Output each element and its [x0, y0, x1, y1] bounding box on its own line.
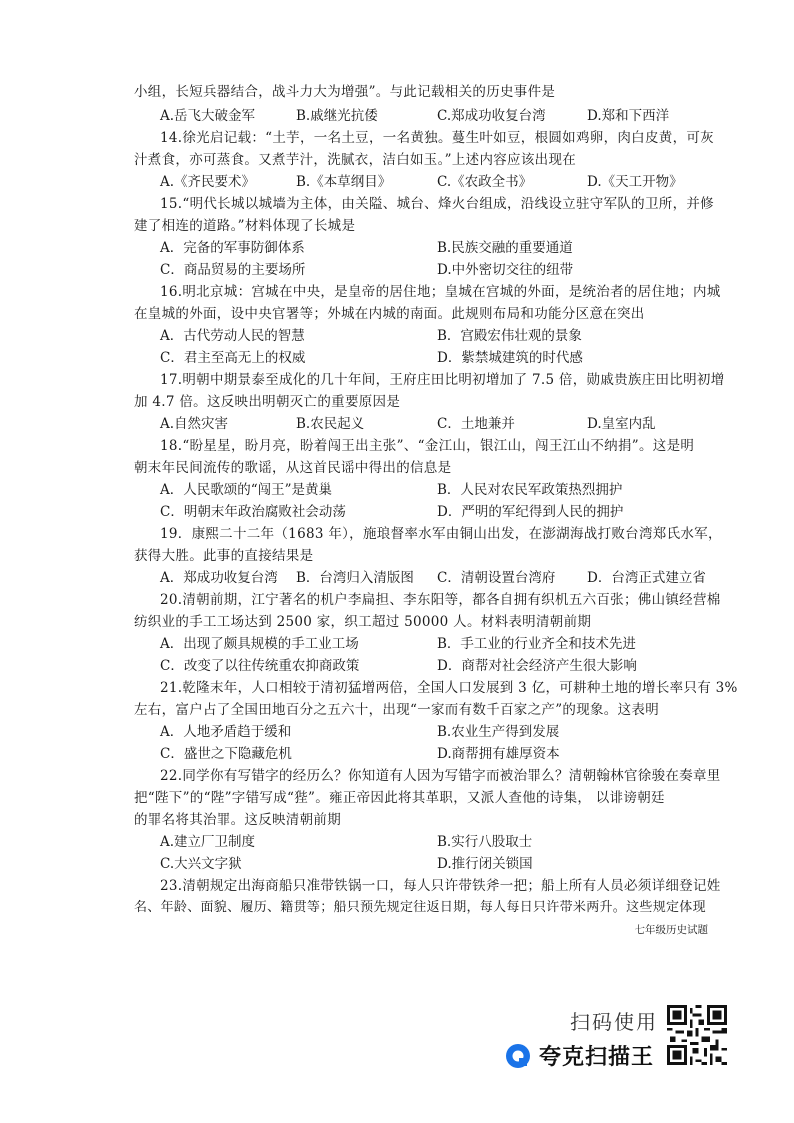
scanner-brand: [505, 1040, 654, 1071]
q22-option-b: B.实行八股取士: [437, 834, 533, 850]
q16-stem-2: 在皇城的外面，设中央官署等；外城在内城的南面。此规则布局和功能分区意在突出: [134, 306, 645, 322]
q14-option-c: C.《农政全书》: [437, 174, 533, 190]
q22-stem: 22.同学你有写错字的经历么？你知道有人因为写错字而被治罪么？清朝翰林官徐骏在奏章里: [160, 768, 721, 784]
q16-option-c: C．君主至高无上的权威: [160, 350, 306, 366]
q18-stem-2: 朝末年民间流传的歌谣，从这首民谣中得出的信息是: [134, 460, 452, 476]
q23-stem: 23.清朝规定出海商船只准带铁锅一口，每人只许带铁斧一把；船上所有人员必须详细登记姓: [160, 878, 721, 894]
q17-option-a: A.自然灾害: [160, 416, 229, 432]
q14-option-d: D.《天工开物》: [587, 174, 683, 190]
q14-stem-2: 汁煮食，亦可蒸食。又煮芋汁，洗腻衣，洁白如玉。”上述内容应该出现在: [134, 152, 577, 168]
q23-stem-2: 名、年龄、面貌、履历、籍贯等；船只预先规定往返日期，每人每日只许带米两升。这些规定体现: [134, 900, 706, 915]
page-footer-label: 七年级历史试题: [634, 924, 708, 936]
q17-stem-2: 加 4.7 倍。这反映出明朝灭亡的重要原因是: [134, 394, 401, 410]
q15-option-b: B.民族交融的重要通道: [437, 240, 573, 256]
q21-option-d: D.商帮拥有雄厚资本: [437, 746, 560, 762]
q22-option-d: D.推行闭关锁国: [437, 856, 533, 872]
q21-stem-2: 左右，富户占了全国田地百分之五六十，出现“一家而有数千百家之产”的现象。这表明: [134, 702, 660, 718]
qr-code-icon: [667, 1005, 727, 1065]
q16-stem: 16.明北京城：宫城在中央，是皇帝的居住地；皇城在宫城的外面，是统治者的居住地；内城: [160, 284, 721, 300]
q20-option-c: C．改变了以往传统重农抑商政策: [160, 658, 360, 674]
q20-stem-2: 纺织业的手工工场达到 2500 家，织工超过 50000 人。材料表明清朝前期: [134, 614, 592, 630]
q17-option-c: C．土地兼并: [437, 416, 515, 432]
q19-stem: 19．康熙二十二年（1683 年），施琅督率水军由铜山出发，在澎湖海战打败台湾郑氏水军，: [160, 526, 722, 542]
q15-option-d: D.中外密切交往的纽带: [437, 262, 574, 278]
scan-caption: 扫码使用: [570, 1010, 658, 1034]
q14-option-b: B.《本草纲目》: [296, 174, 392, 190]
q15-stem-2: 建了相连的道路。”材料体现了长城是: [134, 218, 356, 234]
q20-option-a: A．出现了颇具规模的手工业工场: [160, 636, 359, 652]
q21-option-c: C．盛世之下隐藏危机: [160, 746, 292, 762]
q22-stem-3: 的罪名将其治罪。这反映清朝前期: [134, 812, 341, 828]
q21-stem: 21.乾隆末年，人口相较于清初猛增两倍，全国人口发展到 3 亿，可耕种土地的增长率只有 3%: [160, 680, 738, 696]
q13-option-d: D.郑和下西洋: [587, 108, 670, 124]
q19-stem-2: 获得大胜。此事的直接结果是: [134, 548, 314, 564]
q18-option-d: D．严明的军纪得到人民的拥护: [437, 504, 624, 520]
q22-option-a: A.建立厂卫制度: [160, 834, 256, 850]
q22-stem-2: 把“陛下”的“陛”字错写成“狴”。雍正帝因此将其革职，又派人查他的诗集， 以诽谤朝廷: [134, 790, 665, 806]
q19-option-a: A．郑成功收复台湾: [160, 570, 278, 586]
q19-option-b: B．台湾归入清版图: [296, 570, 414, 586]
q17-stem: 17.明朝中期景泰至成化的几十年间，王府庄田比明初增加了 7.5 倍，勋戚贵族庄田比明初增: [160, 372, 725, 388]
q13-option-b: B.戚继光抗倭: [296, 108, 378, 124]
q18-option-c: C．明朝末年政治腐败社会动荡: [160, 504, 346, 520]
q19-option-c: C．清朝设置台湾府: [437, 570, 556, 586]
q13-option-c: C.郑成功收复台湾: [437, 108, 546, 124]
q20-option-b: B．手工业的行业齐全和技术先进: [437, 636, 636, 652]
q21-option-b: B.农业生产得到发展: [437, 724, 560, 740]
q19-option-d: D．台湾正式建立省: [587, 570, 706, 586]
q18-stem: 18.“盼星星，盼月亮，盼着闯王出主张”、“金江山，银江山，闯王江山不纳捐”。这是明: [160, 438, 695, 454]
q15-option-a: A．完备的军事防御体系: [160, 240, 305, 256]
q22-option-c: C.大兴文字狱: [160, 856, 242, 872]
q18-option-b: B．人民对农民军政策热烈拥护: [437, 482, 623, 498]
brand-name: 夸克扫描王: [539, 1045, 655, 1070]
q16-option-a: A．古代劳动人民的智慧: [160, 328, 305, 344]
q18-option-a: A．人民歌颂的“闯王”是黄巢: [160, 482, 333, 498]
q20-stem: 20.清朝前期，江宁著名的机户李扁担、李东阳等，都各自拥有织机五六百张；佛山镇经营棉: [160, 592, 721, 608]
q13-option-a: A.岳飞大破金军: [160, 108, 256, 124]
q17-option-b: B.农民起义: [296, 416, 365, 432]
q16-option-b: B．宫殿宏伟壮观的景象: [437, 328, 582, 344]
q15-stem: 15.“明代长城以城墙为主体，由关隘、城台、烽火台组成，沿线设立驻守军队的卫所，并修: [160, 196, 714, 212]
q16-option-d: D．紫禁城建筑的时代感: [437, 350, 583, 366]
q21-option-a: A．人地矛盾趋于缓和: [160, 724, 292, 740]
q17-option-d: D.皇室内乱: [587, 416, 656, 432]
q20-option-d: D．商帮对社会经济产生很大影响: [437, 658, 637, 674]
q13-stem-end: 小组，长短兵器结合，战斗力大为增强”。与此记载相关的历史事件是: [134, 84, 556, 100]
quark-logo-icon: [505, 1043, 531, 1069]
q15-option-c: C．商品贸易的主要场所: [160, 262, 306, 278]
q14-stem: 14.徐光启记载：“土芋，一名土豆，一名黄独。蔓生叶如豆，根圆如鸡卵，肉白皮黄，可灰: [160, 130, 714, 146]
q14-option-a: A.《齐民要术》: [160, 174, 256, 190]
